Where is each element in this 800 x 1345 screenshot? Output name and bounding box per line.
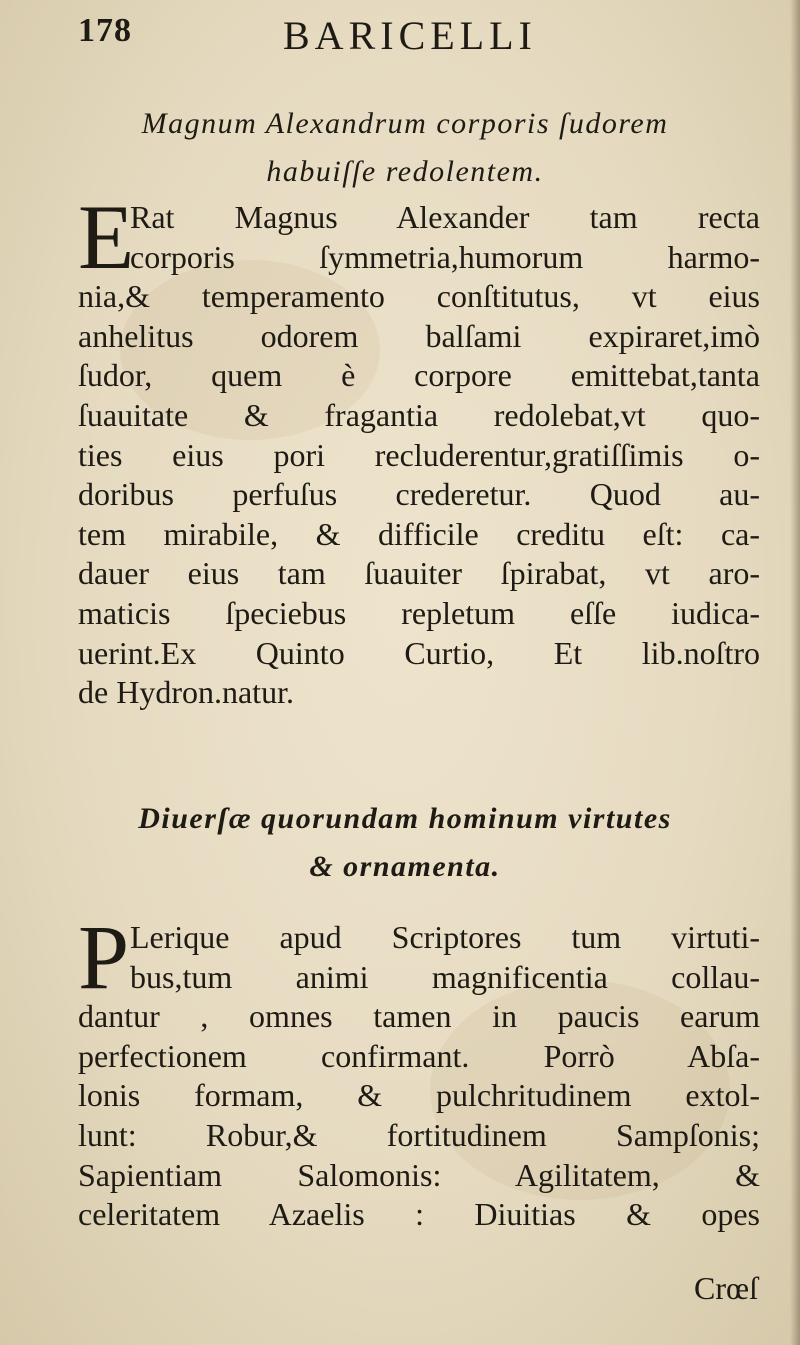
- text-line: lunt: Robur,& fortitudinem Sampſonis;: [78, 1116, 760, 1153]
- text-line: ties eius pori recluderentur,gratiſſimis o-: [78, 436, 760, 473]
- running-head: BARICELLI: [283, 13, 537, 58]
- page-header: [78, 12, 758, 62]
- section-heading: [60, 100, 750, 196]
- text-line: dauer eius tam ſuauiter ſpirabat, vt aro-: [78, 555, 760, 592]
- text-line: nia,& temperamento conſtitutus, vt eius: [78, 278, 760, 315]
- text-line: anhelitus odorem balſami expiraret,imò: [78, 317, 760, 354]
- text-line: Rat Magnus Alexander tam recta: [130, 199, 760, 235]
- text-line: bus,tum animi magnificentia collau-: [130, 958, 760, 995]
- text-line: doribus perfuſus crederetur. Quod au-: [78, 476, 760, 513]
- page-number: 178: [78, 12, 132, 49]
- heading-line: Magnum Alexandrum corporis ſudorem: [141, 107, 669, 140]
- paragraph: [78, 186, 760, 713]
- catchword: Crœſ: [694, 1270, 758, 1306]
- text-line: perfectionem confirmant. Porrò Abſa-: [78, 1037, 760, 1074]
- text-line: ſuauitate & fragantia redolebat,vt quo-: [78, 396, 760, 433]
- drop-cap: P: [78, 906, 130, 1008]
- text-line: lonis formam, & pulchritudinem extol-: [78, 1077, 760, 1114]
- text-line: Lerique apud Scriptores tum virtuti-: [130, 919, 760, 955]
- heading-line: Diuerſæ quorundam hominum virtutes: [138, 802, 672, 835]
- heading-line: & ornamenta.: [309, 850, 501, 883]
- page-edge-shadow: [790, 0, 800, 1345]
- text-line: Sapientiam Salomonis: Agilitatem, &: [78, 1156, 760, 1193]
- paragraph: [78, 906, 760, 1235]
- heading-line: habuiſſe redolentem.: [266, 155, 544, 188]
- text-line: uerint.Ex Quinto Curtio, Et lib.noſtro: [78, 634, 760, 671]
- text-line: de Hydron.natur.: [78, 674, 294, 711]
- text-line: celeritatem Azaelis : Diuitias & opes: [78, 1196, 760, 1233]
- text-line: dantur , omnes tamen in paucis earum: [78, 998, 760, 1035]
- text-line: tem mirabile, & difficile creditu eſt: ca-: [78, 515, 760, 552]
- section-heading: [60, 795, 750, 891]
- text-line: ſudor, quem è corpore emittebat,tanta: [78, 357, 760, 394]
- drop-cap: E: [78, 186, 135, 288]
- text-line: corporis ſymmetria,humorum harmo-: [130, 238, 760, 275]
- text-line: maticis ſpeciebus repletum eſſe iudica-: [78, 594, 760, 631]
